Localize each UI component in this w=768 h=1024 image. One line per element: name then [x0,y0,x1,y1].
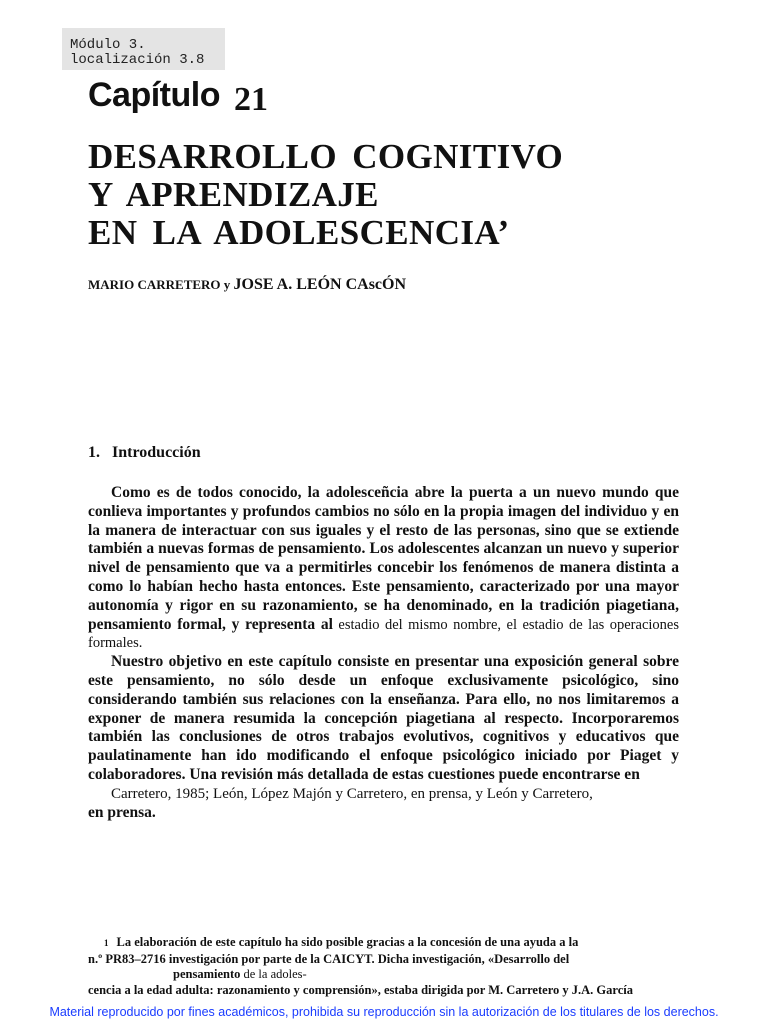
archive-stamp [62,28,225,70]
paragraph-objective-bold: Nuestro objetivo en este capítulo consiste en presentar una exposición general sobre este pensamiento, no sólo desde un enfoque exclusivamente psicológico, sino considerando también sus relaciones con la enseñanza. Para ello, no nos limitaremos a exponer de manera resumida la concepción piagetiana al respecto. Incorporaremos también las conclusiones de otros trabajos evolutivos, cognitivos y educativos que paulatinamente han ido modificando el enfoque psicológico iniciado por Piaget y colaboradores. Una revisión más detallada de estas cuestiones puede encontrarse en [88,653,679,783]
footnote-line-3 [88,967,688,983]
title-line-1: DESARROLLO COGNITIVO [88,137,564,176]
footnote-line-1-text: La elaboración de este capítulo ha sido posible gracias a la concesión de una ayuda a la [116,935,579,949]
paragraph-intro [88,484,679,653]
paragraph-objective-citation: Carretero, 1985; León, López Majón y Carretero, en prensa, y León y Carretero, [111,785,593,802]
stamp-line-module: Módulo 3. [70,37,146,53]
footnote-line-1 [88,935,688,952]
author-first: MARIO CARRETERO y [88,277,234,292]
body-text [88,484,679,822]
author-second: JOSE A. LEÓN CAscÓN [233,276,407,293]
chapter-number: 21 [233,81,268,118]
footnote-line-3-plain: de la adoles- [243,967,307,981]
chapter-heading [88,76,268,118]
title-line-3: EN LA ADOLESCENCIA’ [88,213,510,252]
section-heading [88,444,201,462]
footnote [88,935,688,998]
section-title: Introducción [112,444,201,461]
paragraph-objective-end: en prensa. [88,803,156,821]
footnote-mark: 1 [104,938,109,948]
title-line-2: Y APRENDIZAJE [88,175,379,214]
paragraph-intro-bold: Como es de todos conocido, la adolesceñcia abre la puerta a un nuevo mundo que conlieva importantes y profundos cambios no sólo en la propia imagen del individuo y en la manera de interactuar con sus iguales y el resto de las personas, sino que se extiende también a nuevas formas de pensamiento. Los adolescentes alcanzan un nuevo y superior nivel de pensamiento que va a permitirles concebir los fenómenos de manera distinta a como lo habían hecho hasta entonces. Este pensamiento, caracterizado por una mayor autonomía y rigor en su razonamiento, se ha denominado, en la tradición piagetiana, pensamiento formal, y representa al [88,484,679,633]
authors-line [88,276,406,294]
chapter-title [88,138,563,252]
paragraph-intro-plain: estadio del mismo nombre, el estadio de las operaciones formales. [88,616,679,652]
copyright-footer: Material reproducido por fines académicos, prohibida su reproducción sin la autorización de los titulares de los derechos. [49,1005,719,1019]
footnote-line-4: cencia a la edad adulta: razonamiento y comprensión», estaba dirigida por M. Carretero y J.A. García [88,982,633,997]
paragraph-objective [88,653,679,822]
stamp-line-location: localización 3.8 [70,52,205,68]
footnote-line-2: n.º PR83–2716 investigación por parte de la CAICYT. Dicha investigación, «Desarrollo del [88,951,570,966]
chapter-word: Capítulo [88,76,220,114]
section-number: 1. [88,444,100,461]
footnote-line-3-bold: pensamiento [173,967,244,981]
